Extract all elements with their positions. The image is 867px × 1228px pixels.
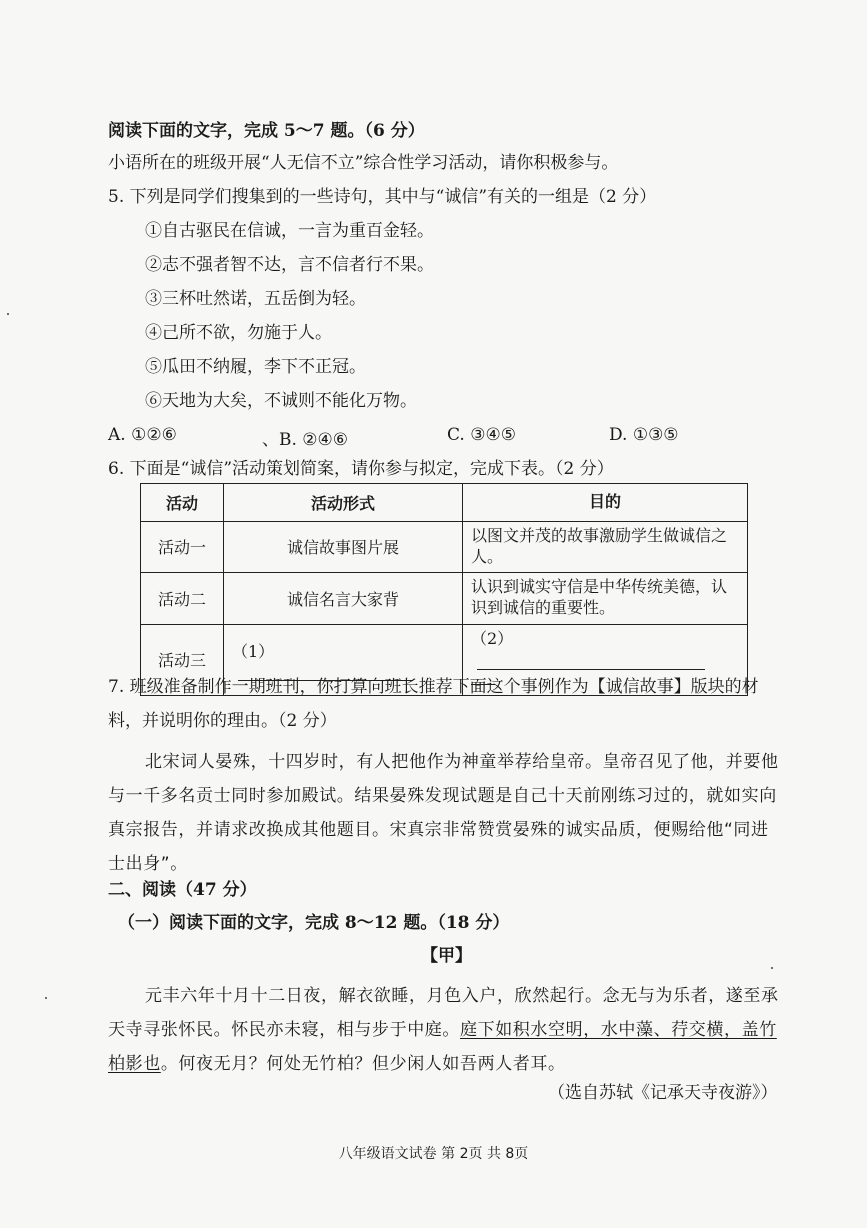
activity-cell: 活动三 xyxy=(141,624,224,695)
q6-stem: 6. 下面是“诚信”活动策划简案，请你参与拟定，完成下表。（2 分） xyxy=(108,459,614,479)
story-line: 士出身”。 xyxy=(108,854,188,874)
passage-text: 。何夜无月？何处无竹柏？但少闲人如吾两人者耳。 xyxy=(160,1054,566,1074)
purpose-cell: 认识到诚实守信是中华传统美德，认识到诚信的重要性。 xyxy=(463,572,748,624)
passage-text: 天寺寻张怀民。怀民亦未寝，相与步于中庭。 xyxy=(108,1020,460,1040)
section-context: 小语所在的班级开展“人无信不立”综合性学习活动，请你积极参与。 xyxy=(108,153,619,173)
table-header-row xyxy=(141,484,748,522)
q5-option-b: 、B. ②④⑥ xyxy=(262,430,349,450)
q5-item: ⑤瓜田不纳履，李下不正冠。 xyxy=(145,357,366,377)
underlined-text: 柏影也 xyxy=(108,1054,161,1074)
activity-cell: 活动二 xyxy=(141,572,224,624)
q5-option-c: C. ③④⑤ xyxy=(447,425,516,445)
table-header-cell: 目的 xyxy=(463,484,748,522)
q5-item: ②志不强者智不达，言不信者行不果。 xyxy=(145,255,434,275)
passage-source: （选自苏轼《记承天寺夜游》） xyxy=(548,1083,778,1103)
underlined-text: 庭下如积水空明，水中藻、荇交横，盖竹 xyxy=(460,1020,777,1040)
q5-item: ③三杯吐然诺，五岳倒为轻。 xyxy=(145,289,366,309)
table-row xyxy=(141,572,748,624)
q7-stem-line2: 料，并说明你的理由。（2 分） xyxy=(108,711,337,731)
part2-heading: 二、阅读（47 分） xyxy=(108,880,257,900)
q5-item: ①自古驱民在信诚，一言为重百金轻。 xyxy=(145,221,434,241)
q7-stem-line1: 7. 班级准备制作一期班刊，你打算向班长推荐下面这个事例作为【诚信故事】版块的材 xyxy=(108,677,759,697)
story-line: 与一千多名贡士同时参加殿试。结果晏殊发现试题是自己十天前刚练习过的，就如实向 xyxy=(108,786,777,806)
passage-line xyxy=(108,1015,777,1040)
passage-line: 元丰六年十月十二日夜，解衣欲睡，月色入户，欣然起行。念无与为乐者，遂至承 xyxy=(145,986,779,1006)
q5-option-d: D. ①③⑤ xyxy=(609,425,679,445)
answer-label-2: （2） xyxy=(471,628,514,648)
table-header-cell: 活动形式 xyxy=(224,484,463,522)
table-header-cell: 活动 xyxy=(141,484,224,522)
answer-label-1: （1） xyxy=(232,641,275,661)
page-footer: 八年级语文试卷 第 2页 共 8页 xyxy=(338,1146,529,1162)
story-line: 北宋词人晏殊，十四岁时，有人把他作为神童举荐给皇帝。皇帝召见了他，并要他 xyxy=(145,752,779,772)
form-cell: 诚信名言大家背 xyxy=(224,572,463,624)
scan-speck xyxy=(45,997,47,999)
table-row xyxy=(141,522,748,573)
activity-cell: 活动一 xyxy=(141,522,224,573)
form-cell: 诚信故事图片展 xyxy=(224,522,463,573)
q5-item: ⑥天地为大矣，不诚则不能化万物。 xyxy=(145,391,417,411)
section-heading: 阅读下面的文字，完成 5～7 题。（6 分） xyxy=(108,121,425,141)
scan-speck xyxy=(7,313,9,315)
q5-option-a: A. ①②⑥ xyxy=(108,425,177,445)
scan-speck xyxy=(771,967,773,969)
purpose-cell: 以图文并茂的故事激励学生做诚信之人。 xyxy=(463,522,748,573)
passage-line xyxy=(108,1049,566,1074)
q5-stem: 5. 下列是同学们搜集到的一些诗句，其中与“诚信”有关的一组是（2 分） xyxy=(108,187,657,207)
passage-label: 【甲】 xyxy=(421,946,472,966)
story-line: 真宗报告，并请求改换成其他题目。宋真宗非常赞赏晏殊的诚实品质，便赐给他“同进 xyxy=(108,820,769,840)
part2-subheading: （一）阅读下面的文字，完成 8～12 题。（18 分） xyxy=(118,913,510,933)
answer-blank-2[interactable] xyxy=(477,657,705,670)
activity-plan-table xyxy=(140,483,748,696)
q5-item: ④己所不欲，勿施于人。 xyxy=(145,323,332,343)
